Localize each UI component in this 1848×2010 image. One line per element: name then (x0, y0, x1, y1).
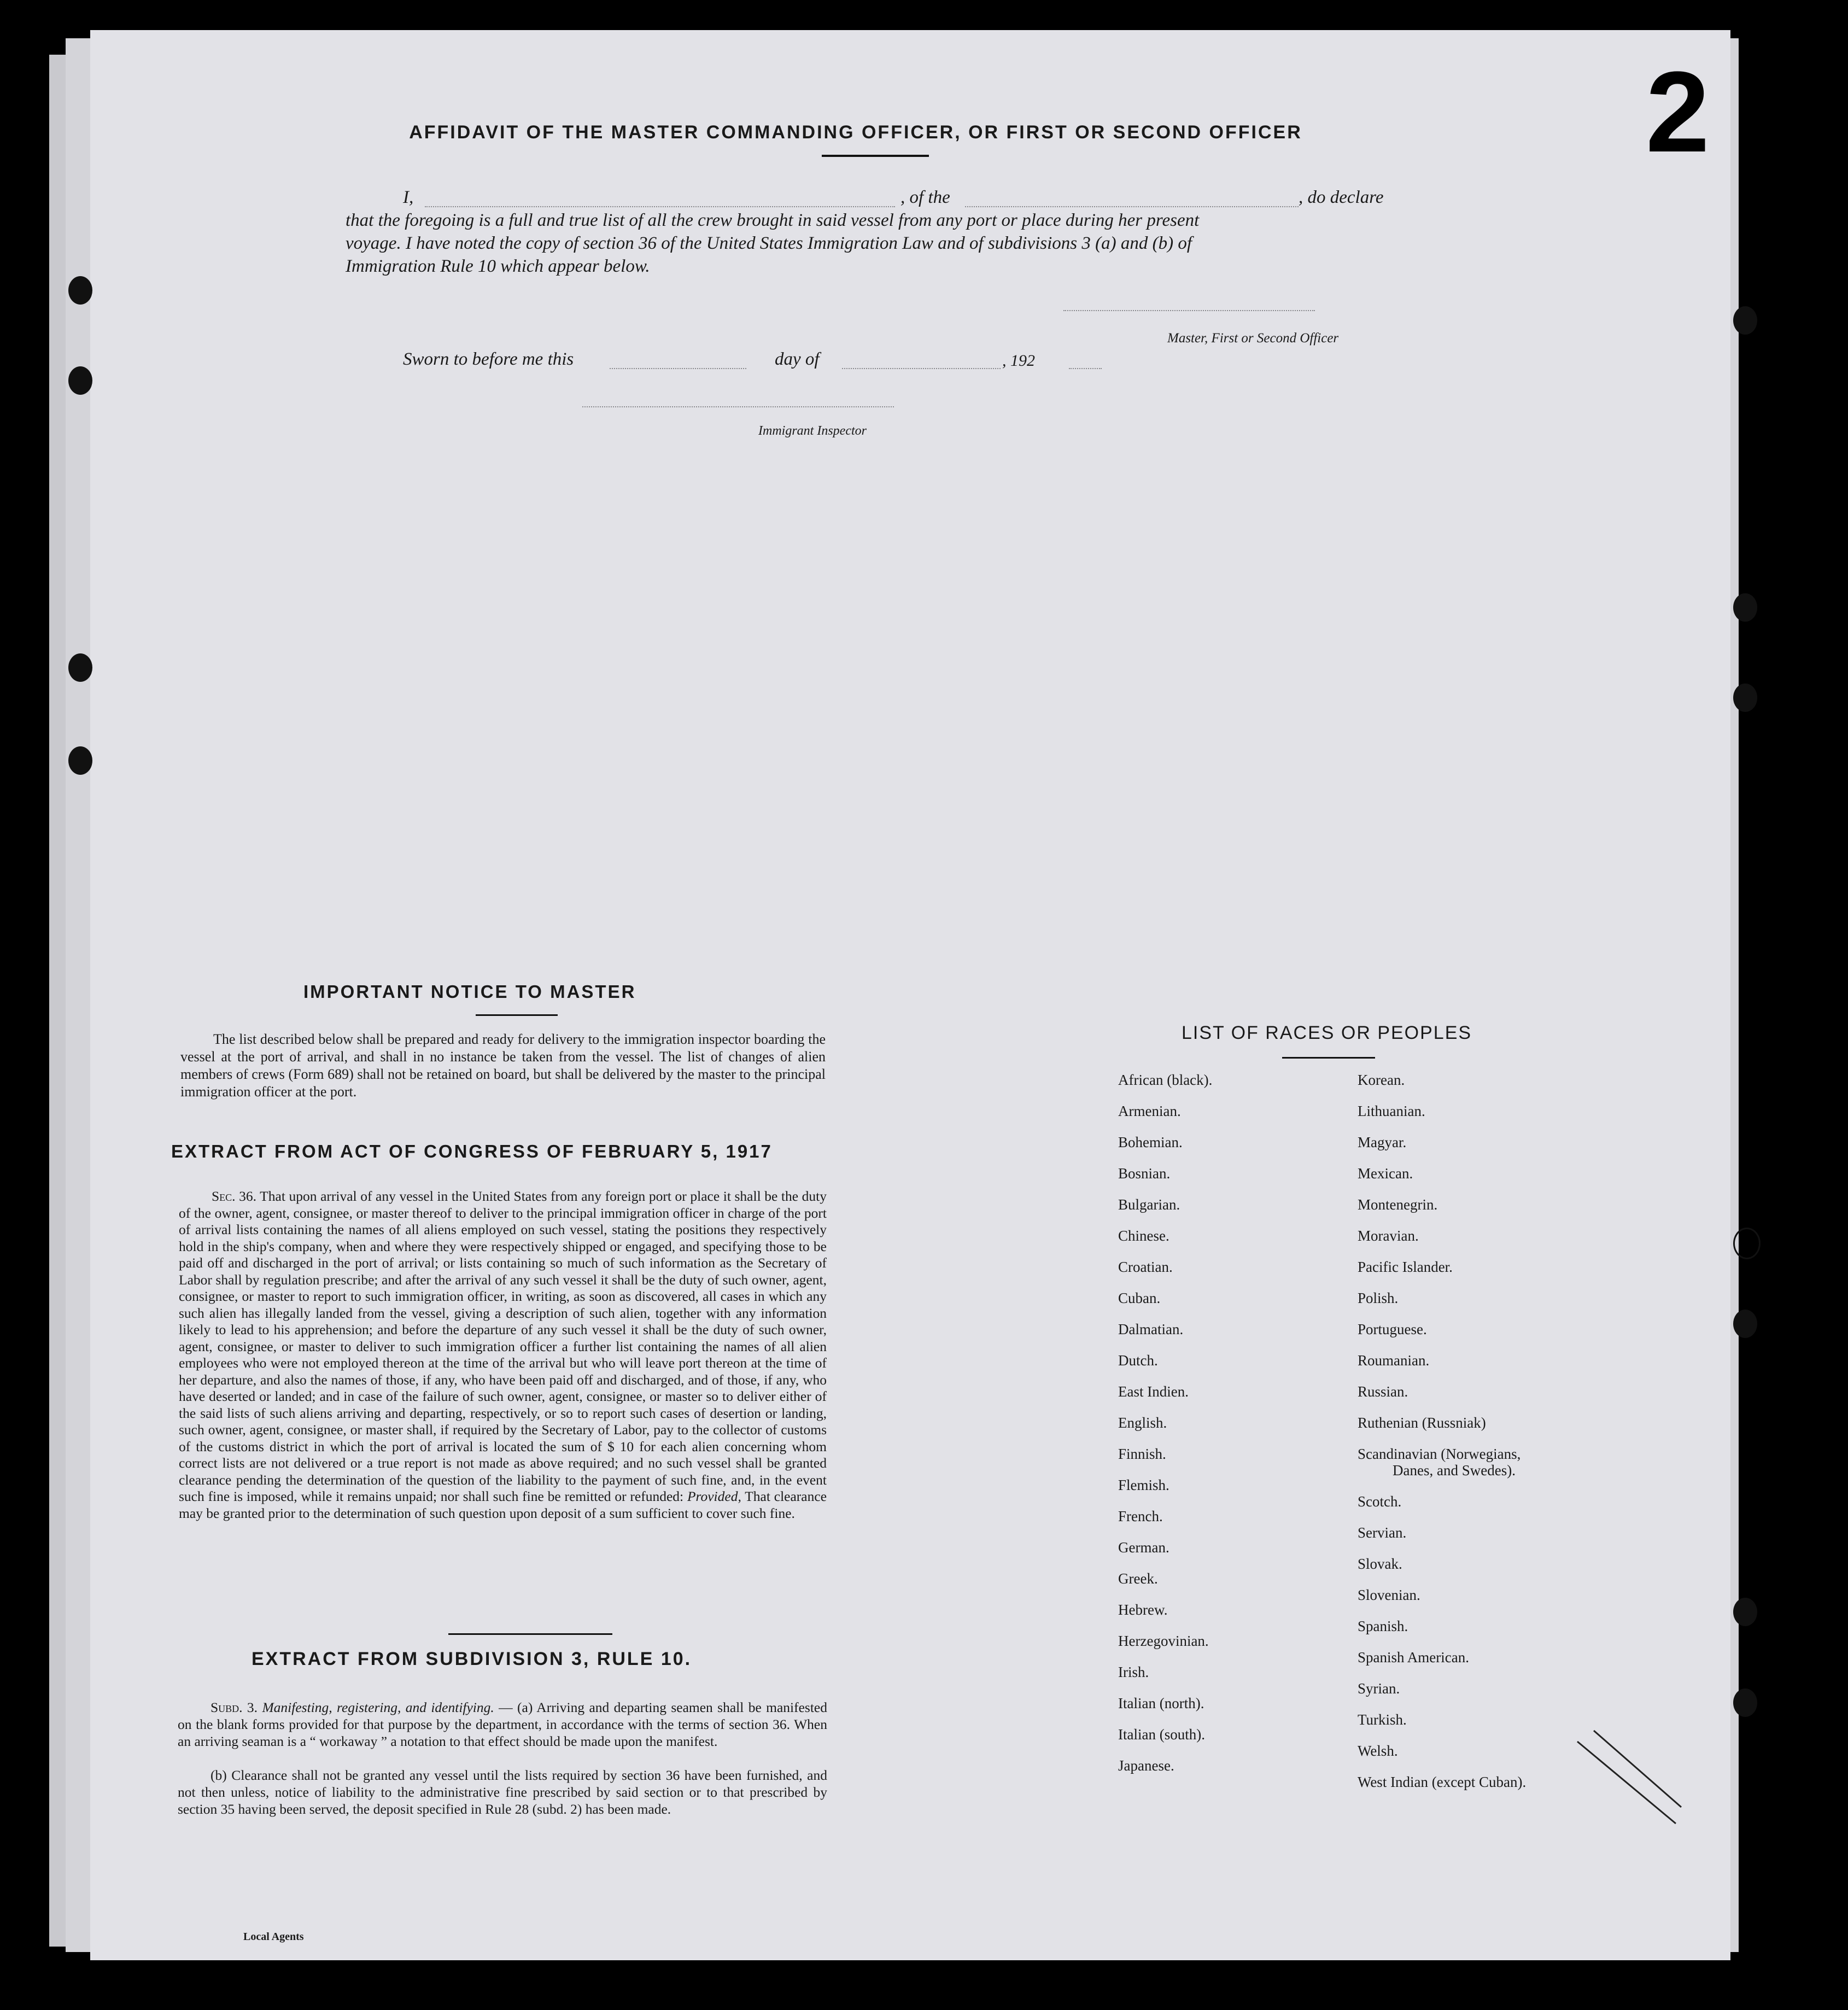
rule-subd-heading: Manifesting, registering, and identifying. (262, 1699, 494, 1715)
race-item: Chinese. (1118, 1228, 1169, 1244)
race-item: Dalmatian. (1118, 1321, 1184, 1337)
race-item: Montenegrin. (1358, 1196, 1438, 1213)
vessel-line (965, 206, 1299, 207)
corner-number: 2 (1646, 48, 1710, 176)
race-item: Italian (south). (1118, 1726, 1205, 1743)
year-line (1069, 368, 1102, 369)
day-of-label: day of (775, 349, 820, 369)
affidavit-title: AFFIDAVIT OF THE MASTER COMMANDING OFFICER, OR FIRST OR SECOND OFFICER (409, 122, 1302, 143)
race-item: Dutch. (1118, 1352, 1158, 1369)
binder-hole (68, 746, 92, 775)
binder-hole (1733, 683, 1757, 712)
race-item: Bulgarian. (1118, 1196, 1180, 1213)
race-item: Spanish American. (1358, 1649, 1469, 1666)
binder-hole (1733, 1310, 1757, 1338)
affidavit-declare: , do declare (1299, 188, 1384, 207)
race-item: Japanese. (1118, 1757, 1174, 1774)
race-item: Mexican. (1358, 1165, 1413, 1182)
race-item: Syrian. (1358, 1680, 1400, 1697)
race-item: Servian. (1358, 1524, 1407, 1541)
inspector-label: Immigrant Inspector (758, 424, 867, 438)
race-item: Spanish. (1358, 1618, 1408, 1634)
local-agents-label: Local Agents (243, 1931, 304, 1943)
notice-text: The list described below shall be prepared and ready for delivery to the immigration inspector boarding the vessel at the port of arrival, and shall in no instance be taken from the vessel. The list of changes of alien members of crews (Form 689) shall not be retained on board, but shall be delivered by the master to the principal immigration officer at the port. (180, 1031, 826, 1100)
binder-hole (1733, 593, 1757, 622)
master-signature-line (1063, 310, 1315, 311)
race-item: Lithuanian. (1358, 1103, 1425, 1119)
rule-subd-label: Subd. 3. (210, 1699, 258, 1715)
name-line (425, 206, 895, 207)
race-item: Cuban. (1118, 1290, 1161, 1306)
binder-hole (68, 653, 92, 682)
race-item: Bohemian. (1118, 1134, 1183, 1150)
affidavit-of-the: , of the (900, 188, 950, 207)
race-item: Finnish. (1118, 1446, 1166, 1462)
binder-hole (1733, 1228, 1761, 1259)
race-item: Russian. (1358, 1383, 1408, 1400)
race-item: Scandinavian (Norwegians, (1358, 1446, 1521, 1462)
affidavit-line-4: Immigration Rule 10 which appear below. (346, 256, 650, 276)
race-item: English. (1118, 1415, 1167, 1431)
race-item: West Indian (except Cuban). (1358, 1774, 1527, 1790)
rule-subd-b: (b) Clearance shall not be granted any vessel until the lists required by section 36 have been furnished, and not then unless, notice of liability to the administrative fine prescribed by said section or to that prescribed by section 35 having been served, the deposit specified in Rule 28 (subd. 2) has been made. (178, 1767, 827, 1817)
race-item: Bosnian. (1118, 1165, 1171, 1182)
race-item: Italian (north). (1118, 1695, 1204, 1711)
binder-hole (68, 366, 92, 395)
race-item: Armenian. (1118, 1103, 1181, 1119)
races-underline (1282, 1057, 1375, 1059)
act-title: EXTRACT FROM ACT OF CONGRESS OF FEBRUARY 5, 1917 (171, 1141, 773, 1161)
race-item: African (black). (1118, 1072, 1213, 1088)
race-item: Greek. (1118, 1570, 1158, 1587)
binder-hole (68, 276, 92, 305)
race-item: German. (1118, 1539, 1169, 1556)
act-divider (448, 1633, 612, 1635)
inspector-signature-line (582, 406, 894, 407)
race-item: French. (1118, 1508, 1163, 1524)
race-item: Magyar. (1358, 1134, 1407, 1150)
sworn-day-line (610, 368, 746, 369)
affidavit-i: I, (403, 188, 414, 207)
race-item: Irish. (1118, 1664, 1149, 1680)
month-line (842, 368, 1001, 369)
pen-strokes (1566, 1725, 1687, 1834)
binder-hole (1733, 1598, 1757, 1626)
race-item: Turkish. (1358, 1711, 1407, 1728)
race-item: Scotch. (1358, 1493, 1402, 1510)
race-item: Herzegovinian. (1118, 1633, 1209, 1649)
act-text (179, 1188, 827, 1522)
race-item: Slovak. (1358, 1556, 1402, 1572)
race-item: Moravian. (1358, 1228, 1419, 1244)
race-item: East Indien. (1118, 1383, 1189, 1400)
rule-a-text: — (a) Arriving and departing seamen shall be manifested on the blank forms provided for that purpose by the department, in accordance with the terms of section 36. When an arriving seaman is a “ workaway ” a notation to that effect should be made upon the manifest. (178, 1699, 828, 1749)
act-body: That upon arrival of any vessel in the United States from any foreign port or place it shall be the duty of the owner, agent, consignee, or master thereof to deliver to the principal immigration officer in charge of the port of arrival lists containing the names of all aliens employed on such vessel, stating the positions they respectively hold in the ship's company, when and where they were respectively shipped or engaged, and specifying those to be paid off and discharged in the port of arrival; or lists containing so much of such information as the Secretary of Labor shall by regulation prescribe; and after the arrival of any such vessel it shall be the duty of such owner, agent, consignee, or master to report to such immigration officer, in writing, as soon as discovered, all cases in which any such alien has illegally landed from the vessel, giving a description of such alien, together with any information likely to lead to his apprehension; and before the departure of any such vessel it shall be the duty of such owner, agent, consignee, or master to deliver to such immigration officer a further list containing the names of all alien employees who were not employed thereon at the time of the arrival but who will leave port thereon at the time of her departure, and also the names of those, if any, who have been paid off and discharged, and of those, if any, who have deserted or landed; and in case of the failure of such owner, agent, consignee, or master so to deliver either of the said lists of such aliens arriving and departing, respectively, or so to report such cases of desertion or landing, such owner, agent, consignee, or master shall, if required by the Secretary of Labor, pay to the collector of customs of the customs district in which the port of arrival is located the sum of $ 10 for each alien concerning whom correct lists are not delivered or a true report is not made as above required; and no such vessel shall be granted clearance pending the determination of the question of the liability to the payment of such fine, and, in the event such fine is imposed, while it remains unpaid; nor shall such fine be remitted or refunded: (179, 1188, 827, 1504)
manifest-page (90, 30, 1730, 1960)
race-item: Portuguese. (1358, 1321, 1427, 1337)
race-item: Hebrew. (1118, 1602, 1168, 1618)
race-item: Flemish. (1118, 1477, 1169, 1493)
race-item: Polish. (1358, 1290, 1399, 1306)
act-provided: Provided, (687, 1488, 741, 1504)
race-item: Ruthenian (Russniak) (1358, 1415, 1486, 1431)
master-signature-label: Master, First or Second Officer (1167, 331, 1339, 346)
race-item: Korean. (1358, 1072, 1405, 1088)
binder-hole (1733, 306, 1757, 335)
race-item: Croatian. (1118, 1259, 1173, 1275)
rule-subd-a (178, 1699, 827, 1750)
race-item: Danes, and Swedes). (1393, 1462, 1516, 1479)
binder-hole (1733, 1688, 1757, 1717)
sworn-label: Sworn to before me this (403, 349, 574, 369)
race-item: Slovenian. (1358, 1587, 1420, 1603)
act-section-label: Sec. 36. (212, 1188, 257, 1204)
race-item: Roumanian. (1358, 1352, 1430, 1369)
affidavit-line-2: that the foregoing is a full and true list of all the crew brought in said vessel from any port or place during her present (346, 211, 1200, 230)
affidavit-line-3: voyage. I have noted the copy of section 36 of the United States Immigration Law and of subdivisions 3 (a) and (b) of (346, 233, 1192, 253)
rule-title: EXTRACT FROM SUBDIVISION 3, RULE 10. (252, 1649, 692, 1669)
race-item: Pacific Islander. (1358, 1259, 1453, 1275)
title-underline (822, 155, 929, 157)
notice-title: IMPORTANT NOTICE TO MASTER (303, 981, 636, 1002)
notice-underline (476, 1014, 558, 1016)
races-title: LIST OF RACES OR PEOPLES (1182, 1022, 1472, 1043)
act-tail: That clearance may be granted prior to the determination of such question upon deposit of a sum sufficient to cover such fine. (179, 1488, 827, 1521)
race-item: Welsh. (1358, 1743, 1398, 1759)
year-label: , 192 (1002, 352, 1035, 370)
